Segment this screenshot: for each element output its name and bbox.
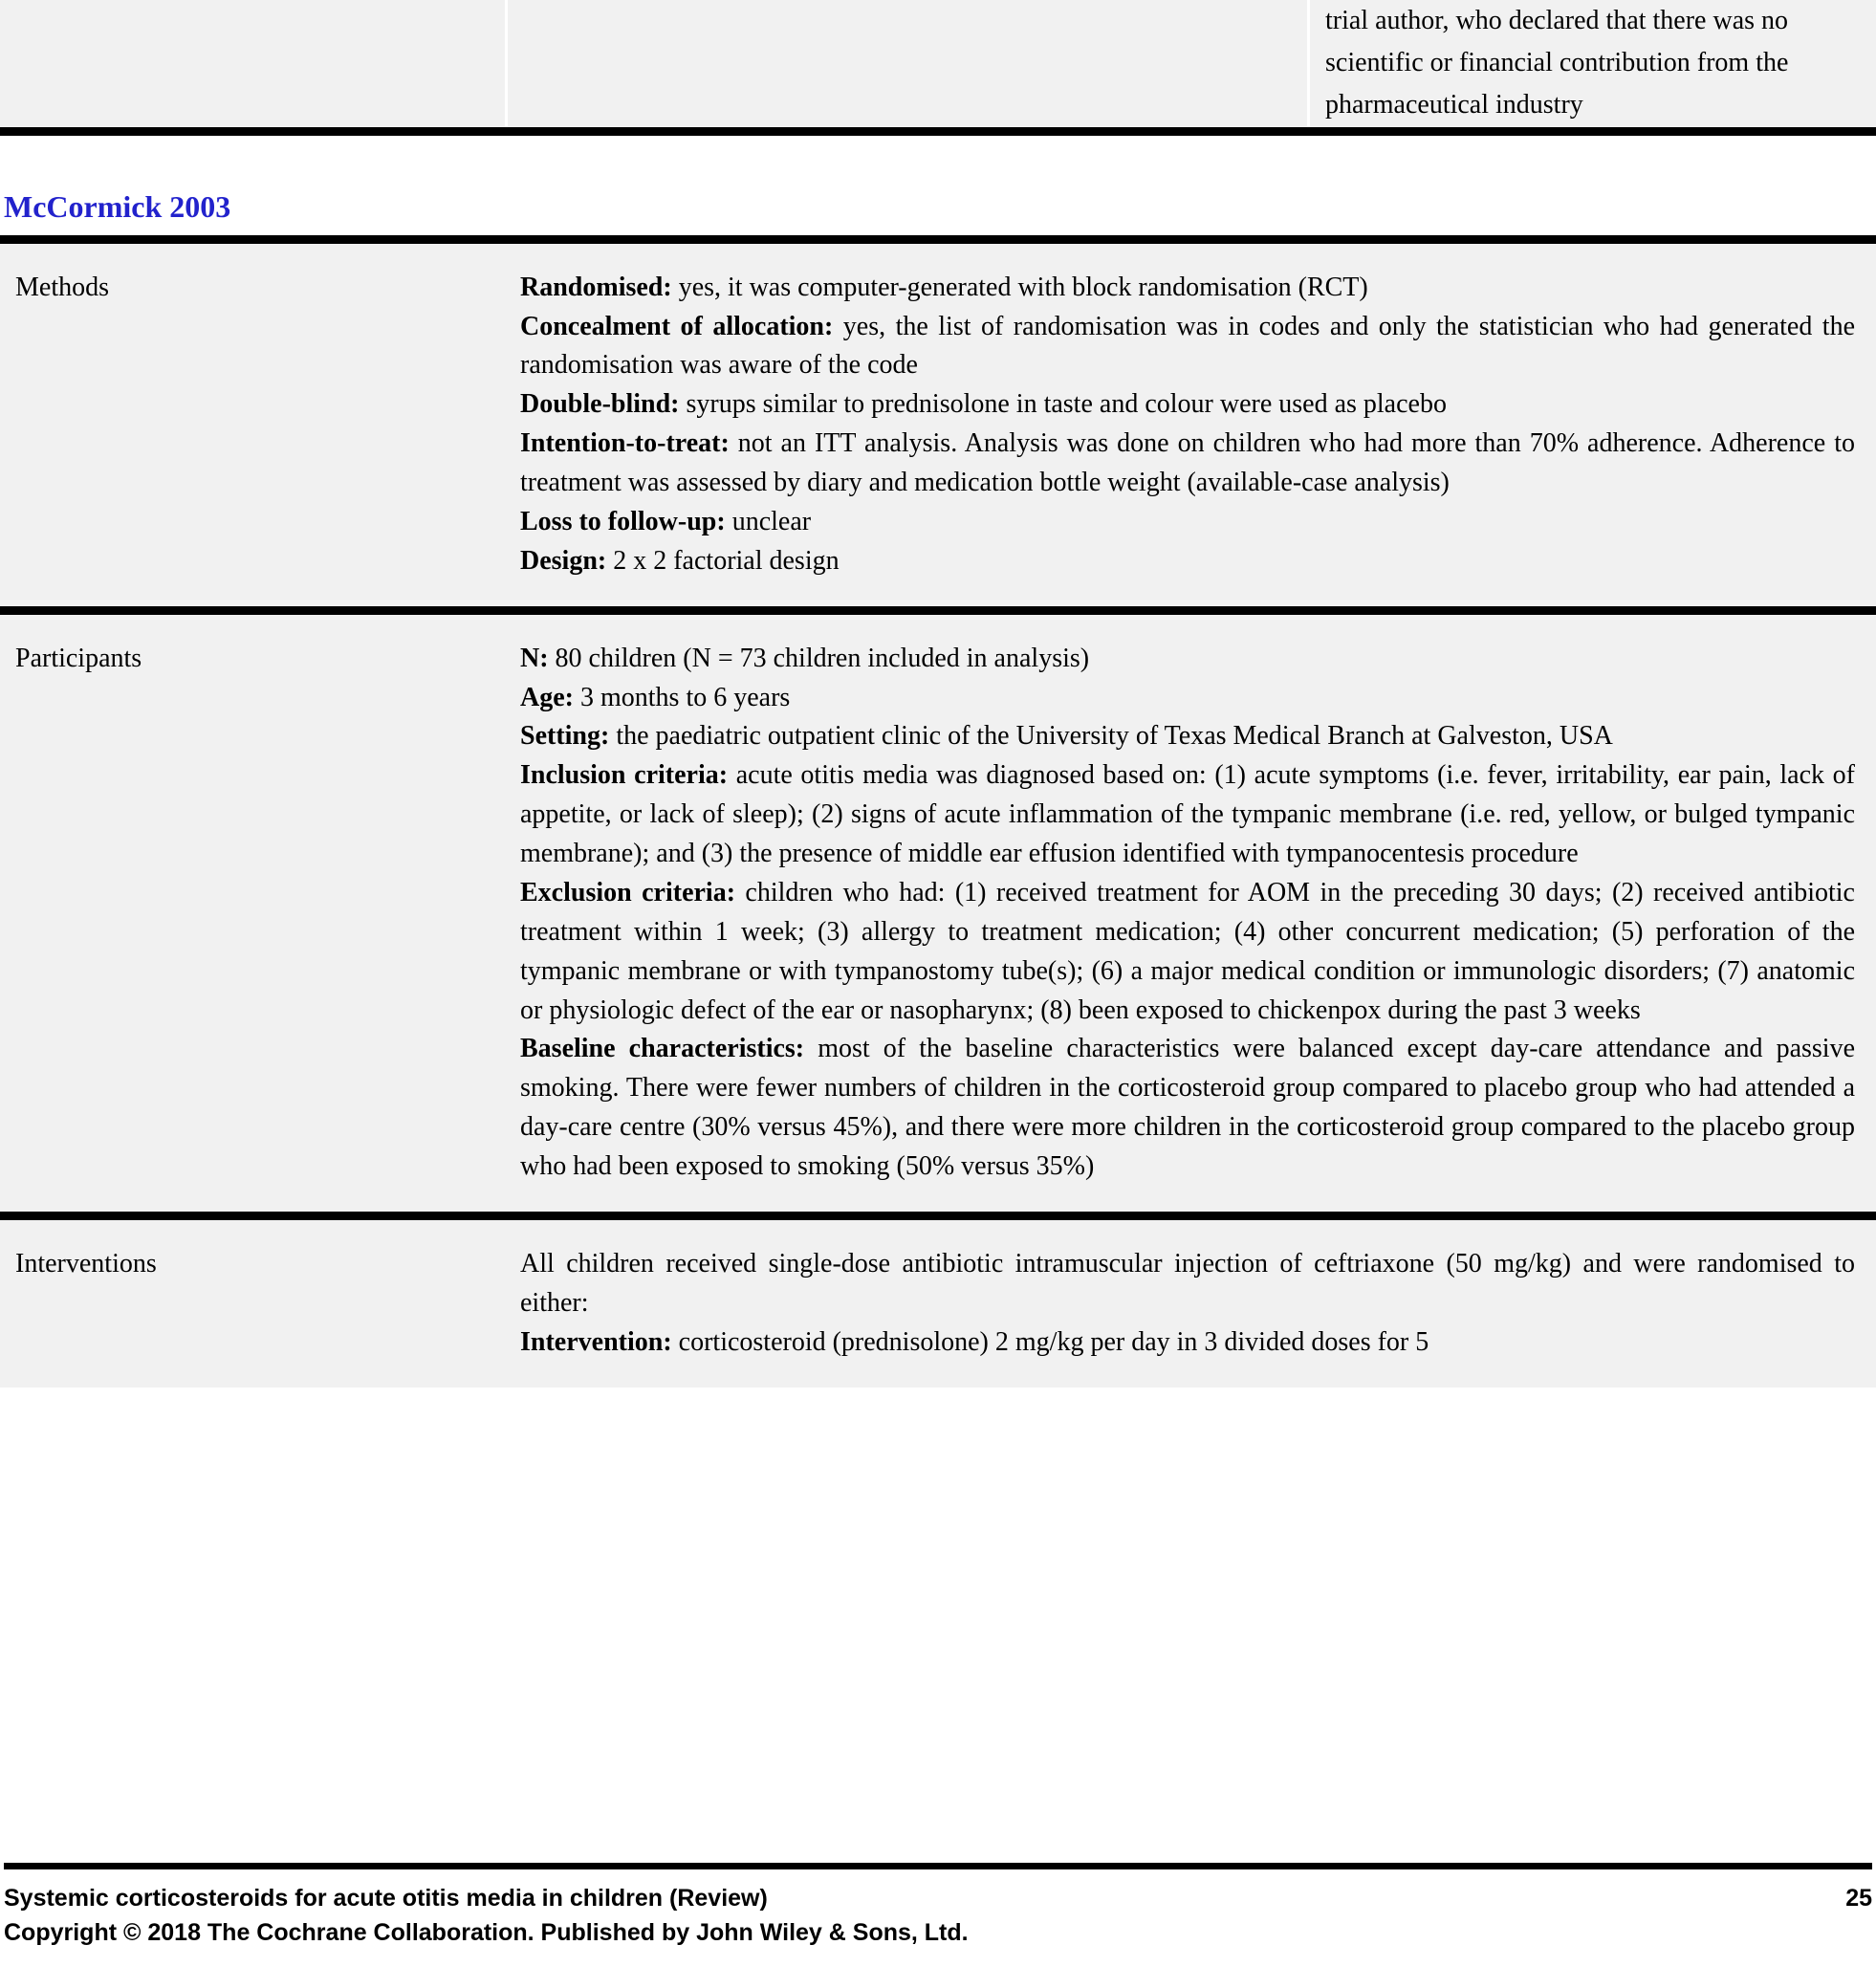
table-row xyxy=(0,0,1876,127)
field-line xyxy=(520,308,1855,386)
continued-notes-text: trial author, who declared that there was no scientific or financial contribution from the pharmaceutical industry xyxy=(1325,6,1789,120)
row-body-participants xyxy=(505,615,1876,1212)
label-text: Participants xyxy=(15,643,142,673)
field-value: 2 x 2 factorial design xyxy=(606,545,840,576)
label-text: Interventions xyxy=(15,1248,157,1279)
field-line xyxy=(520,679,1855,718)
field-key: N: xyxy=(520,643,549,673)
field-line xyxy=(520,756,1855,874)
field-value: yes, it was computer-generated with block randomisation (RCT) xyxy=(671,272,1368,302)
table-row xyxy=(0,244,1876,606)
field-value: unclear xyxy=(725,506,812,536)
field-line xyxy=(520,717,1855,756)
row-label-interventions xyxy=(0,1220,505,1388)
field-key: Exclusion criteria: xyxy=(520,877,736,907)
field-line xyxy=(520,1323,1855,1363)
study-heading-block xyxy=(0,136,1876,235)
field-value: 80 children (N = 73 children included in analysis) xyxy=(548,643,1090,673)
body-text xyxy=(520,269,1855,581)
field-key: Intervention: xyxy=(520,1326,672,1357)
field-value: acute otitis media was diagnosed based on: (1) acute symptoms (i.e. fever, irritability, ear pain, lack of appetite, or lack of sleep); (2) signs of acute inflammation of the tympanic membrane (i.e. red, yellow, or bulged tympanic membrane); and (3) the presence of middle ear effusion identified with tympanocentesis procedure xyxy=(520,760,1855,869)
field-value: 3 months to 6 years xyxy=(573,682,791,712)
continued-cell-notes xyxy=(1309,0,1876,127)
row-separator-rule xyxy=(0,1212,1876,1220)
field-value: All children received single-dose antibiotic intramuscular injection of ceftriaxone (50 mg/kg) and were randomised to either: xyxy=(520,1248,1855,1318)
field-key: Inclusion criteria: xyxy=(520,760,729,791)
field-value: most of the baseline characteristics were balanced except day-care attendance and passive smoking. There were fewer numbers of children in the corticosteroid group compared to placebo group who had attended a day-care centre (30% versus 45%), and there were more children in the corticosteroid group compared to the placebo group who had been exposed to smoking (50% versus 35%) xyxy=(520,1034,1855,1182)
field-line xyxy=(520,874,1855,1031)
table-bottom-rule xyxy=(0,127,1876,136)
field-value: corticosteroid (prednisolone) 2 mg/kg per day in 3 divided doses for 5 xyxy=(671,1326,1429,1357)
row-body-methods xyxy=(505,244,1876,606)
field-key: Randomised: xyxy=(520,272,672,302)
body-text xyxy=(520,640,1855,1187)
field-value: syrups similar to prednisolone in taste and colour were used as placebo xyxy=(679,389,1447,420)
table-participants xyxy=(0,615,1876,1212)
footer-page-number: 25 xyxy=(1845,1884,1872,1912)
footer-rule xyxy=(4,1863,1872,1869)
study-table-wrapper xyxy=(0,235,1876,1388)
study-title: McCormick 2003 xyxy=(4,188,231,224)
continued-cell-label xyxy=(0,0,507,127)
continued-study-table xyxy=(0,0,1876,136)
field-value: children who had: (1) received treatment for AOM in the preceding 30 days; (2) received antibiotic treatment within 1 week; (3) allergy to treatment medication; (4) other concurrent medication; (5) perforation of the tympanic membrane or with tympanostomy tube(s); (6) a major medical condition or immunologic disorders; (7) anatomic or physiologic defect of the ear or nasopharynx; (8) been exposed to chickenpox during the past 3 weeks xyxy=(520,877,1855,1025)
row-label-methods xyxy=(0,244,505,606)
body-text xyxy=(520,1245,1855,1363)
footer-copyright: Copyright © 2018 The Cochrane Collaboration. Published by John Wiley & Sons, Ltd. xyxy=(4,1918,969,1946)
field-key: Design: xyxy=(520,545,607,576)
field-key: Intention-to-treat: xyxy=(520,428,730,459)
field-key: Age: xyxy=(520,682,574,712)
field-value: the paediatric outpatient clinic of the University of Texas Medical Branch at Galveston, USA xyxy=(609,721,1613,752)
field-line xyxy=(520,503,1855,542)
field-key: Concealment of allocation: xyxy=(520,311,834,341)
field-value: not an ITT analysis. Analysis was done on children who had more than 70% adherence. Adherence to treatment was assessed by diary and medication bottle weight (available-case analysis) xyxy=(520,428,1855,498)
field-line xyxy=(520,542,1855,581)
field-line xyxy=(520,425,1855,503)
field-line xyxy=(520,1245,1855,1323)
table-row xyxy=(0,615,1876,1212)
table-continued xyxy=(0,0,1876,127)
row-separator-rule xyxy=(0,606,1876,615)
field-key: Setting: xyxy=(520,721,610,752)
field-key: Loss to follow-up: xyxy=(520,506,726,536)
field-key: Double-blind: xyxy=(520,389,680,420)
field-line xyxy=(520,269,1855,308)
row-label-participants xyxy=(0,615,505,1212)
table-top-rule xyxy=(0,235,1876,244)
row-body-interventions xyxy=(505,1220,1876,1388)
footer-review-title: Systemic corticosteroids for acute otitis media in children (Review) xyxy=(4,1884,768,1912)
table-row xyxy=(0,1220,1876,1388)
field-line xyxy=(520,640,1855,679)
label-text: Methods xyxy=(15,272,109,302)
field-line xyxy=(520,385,1855,425)
field-line xyxy=(520,1030,1855,1187)
table-methods xyxy=(0,244,1876,606)
field-value: yes, the list of randomisation was in codes and only the statistician who had generated the randomisation was aware of the code xyxy=(520,311,1855,381)
footer-title-row xyxy=(4,1881,1872,1915)
page-footer xyxy=(0,1863,1876,1967)
continued-cell-middle xyxy=(507,0,1309,127)
field-key: Baseline characteristics: xyxy=(520,1034,805,1064)
table-interventions xyxy=(0,1220,1876,1388)
